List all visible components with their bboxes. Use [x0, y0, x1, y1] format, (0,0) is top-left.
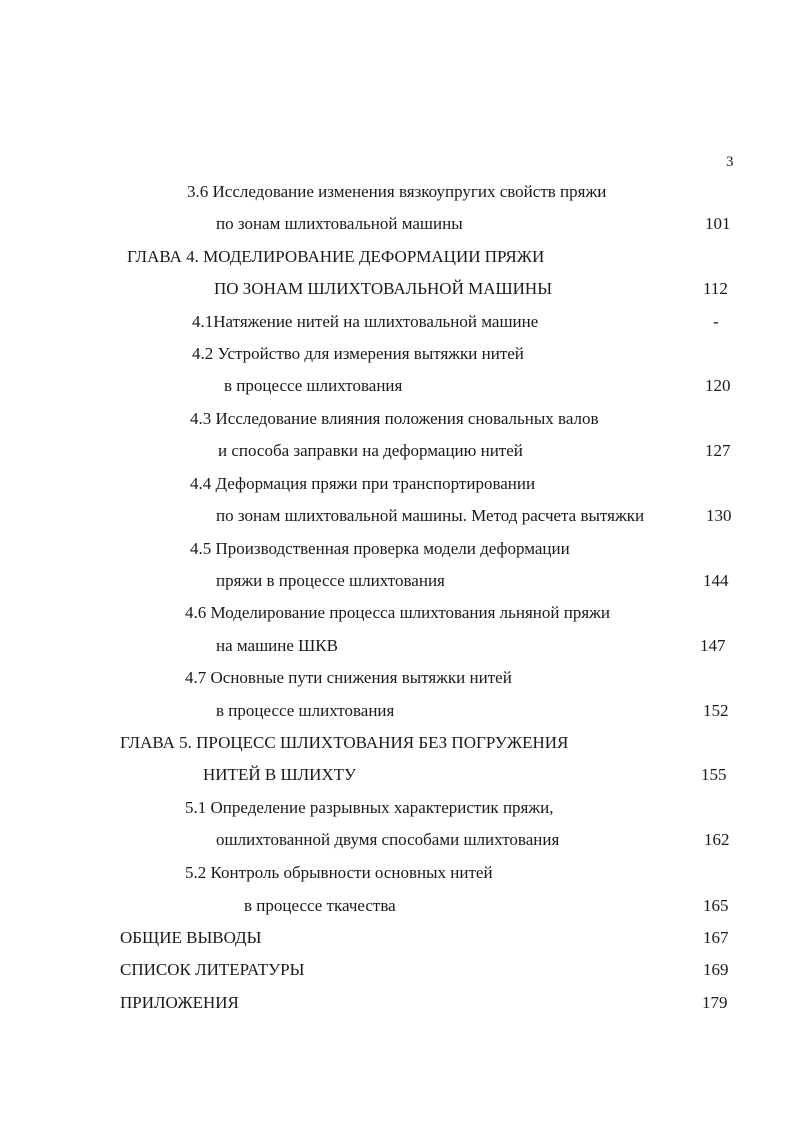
- toc-entry-page: -: [713, 312, 719, 331]
- toc-entry-text: и способа заправки на деформацию нитей: [218, 441, 523, 460]
- toc-entry-page: 162: [704, 830, 730, 849]
- toc-entry-text: по зонам шлихтовальной машины. Метод расчета вытяжки: [216, 506, 645, 525]
- toc-chapter-title: ПО ЗОНАМ ШЛИХТОВАЛЬНОЙ МАШИНЫ: [214, 279, 553, 298]
- toc-entry-page: 112: [703, 279, 728, 298]
- toc-entry-text: в процессе шлихтования: [216, 701, 395, 720]
- toc-entry-page: 130: [706, 506, 732, 525]
- toc-entry-page: 101: [705, 214, 731, 233]
- toc-entry-page: 120: [705, 376, 731, 395]
- toc-entry-page: 179: [702, 993, 728, 1012]
- toc-chapter-title: СПИСОК ЛИТЕРАТУРЫ: [120, 960, 305, 979]
- toc-chapter-title: ОБЩИЕ ВЫВОДЫ: [120, 928, 262, 947]
- toc-entry-text: 5.1 Определение разрывных характеристик пряжи,: [185, 798, 554, 817]
- toc-entry-page: 167: [703, 928, 729, 947]
- toc-entry-page: 147: [700, 636, 726, 655]
- toc-entry-text: 4.5 Производственная проверка модели деформации: [190, 539, 570, 558]
- toc-entry-text: на машине ШКВ: [216, 636, 338, 655]
- page-number: 3: [726, 154, 734, 170]
- toc-chapter-title: ГЛАВА 5. ПРОЦЕСС ШЛИХТОВАНИЯ БЕЗ ПОГРУЖЕНИЯ: [120, 733, 569, 752]
- toc-entry-text: в процессе ткачества: [244, 896, 396, 915]
- toc-entry-text: по зонам шлихтовальной машины: [216, 214, 463, 233]
- toc-entry-text: ошлихтованной двумя способами шлихтования: [216, 830, 560, 849]
- toc-chapter-title: НИТЕЙ В ШЛИХТУ: [203, 765, 357, 784]
- toc-entry-text: 4.3 Исследование влияния положения сновальных валов: [190, 409, 599, 428]
- toc-chapter-title: ПРИЛОЖЕНИЯ: [120, 993, 239, 1012]
- toc-entry-text: 4.7 Основные пути снижения вытяжки нитей: [185, 668, 512, 687]
- toc-entry-text: 4.2 Устройство для измерения вытяжки нитей: [192, 344, 524, 363]
- toc-entry-text: 4.6 Моделирование процесса шлихтования льняной пряжи: [185, 603, 610, 622]
- toc-entry-page: 169: [703, 960, 729, 979]
- toc-entry-text: 5.2 Контроль обрывности основных нитей: [185, 863, 493, 882]
- toc-entry-page: 152: [703, 701, 729, 720]
- toc-entry-page: 155: [701, 765, 727, 784]
- toc-entry-text: в процессе шлихтования: [224, 376, 403, 395]
- toc-entry-page: 127: [705, 441, 731, 460]
- toc-chapter-title: ГЛАВА 4. МОДЕЛИРОВАНИЕ ДЕФОРМАЦИИ ПРЯЖИ: [127, 247, 545, 266]
- toc-entry-text: 4.1Натяжение нитей на шлихтовальной машине: [192, 312, 539, 331]
- toc-entry-page: 144: [703, 571, 729, 590]
- toc-entry-text: пряжи в процессе шлихтования: [216, 571, 445, 590]
- toc-entry-page: 165: [703, 896, 729, 915]
- toc-entry-text: 4.4 Деформация пряжи при транспортировании: [190, 474, 536, 493]
- toc-entry-text: 3.6 Исследование изменения вязкоупругих свойств пряжи: [187, 182, 607, 201]
